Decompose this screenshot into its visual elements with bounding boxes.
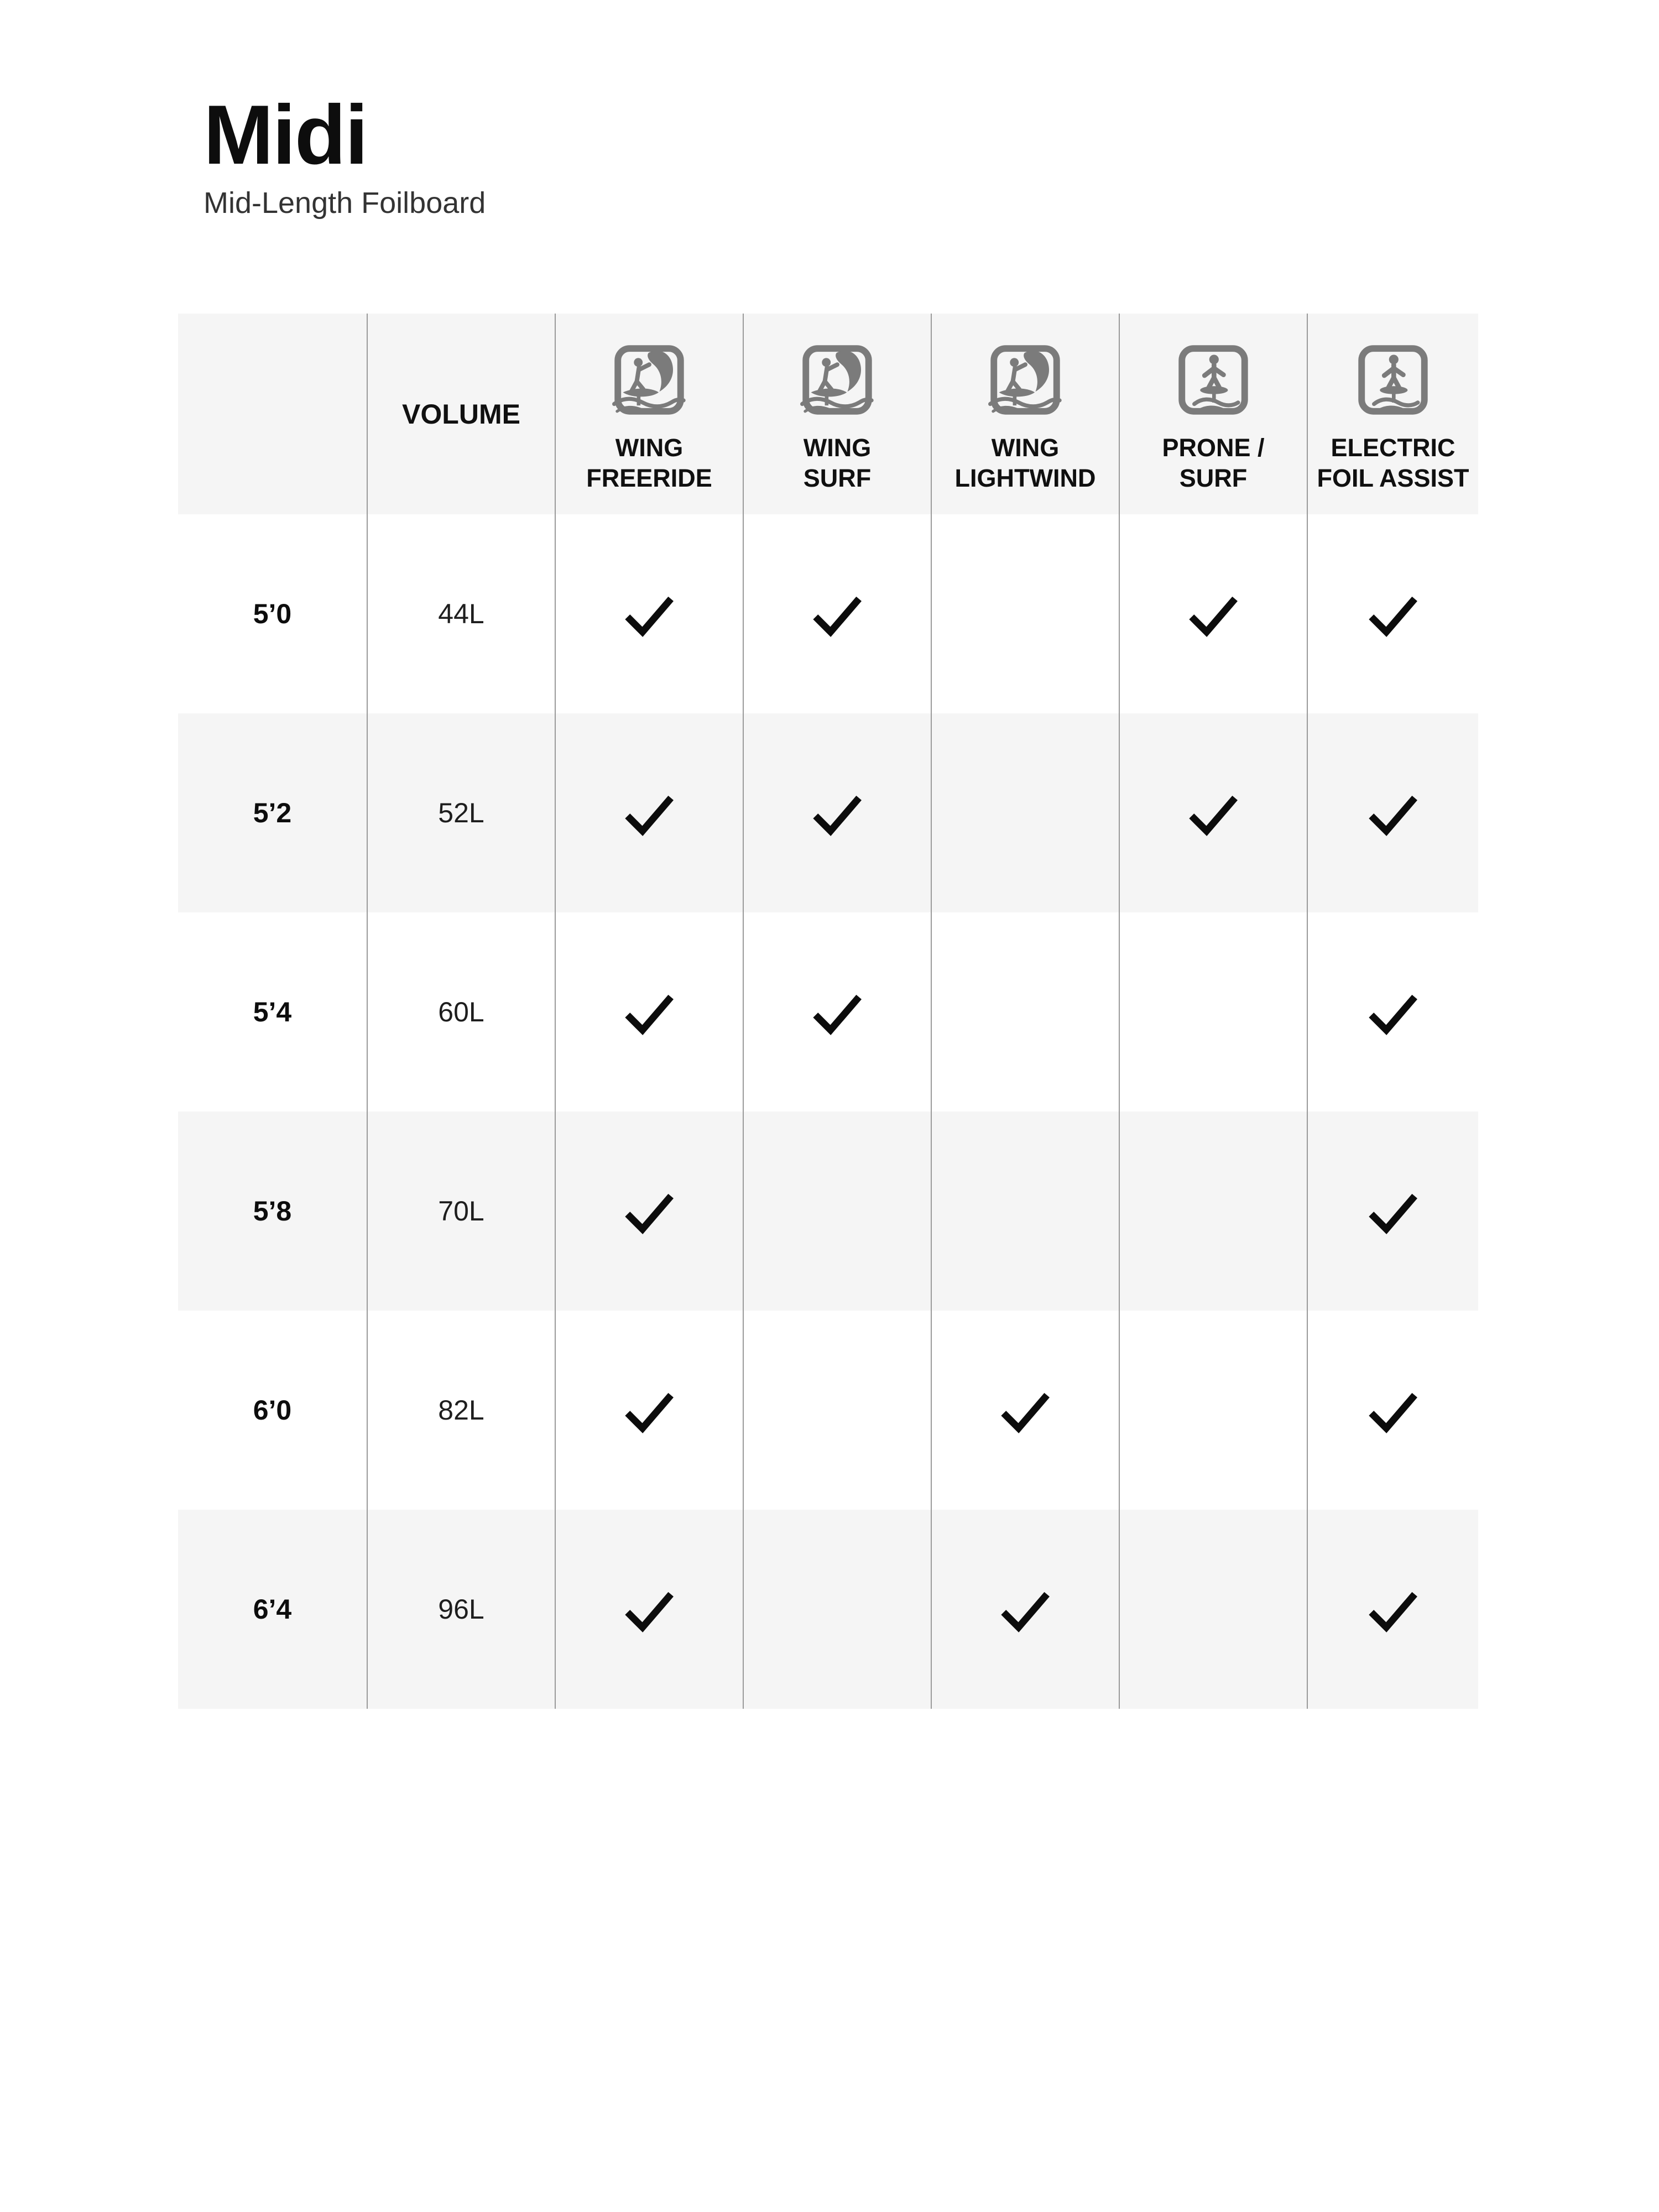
check-cell-electric-foil-assist [1308,1112,1478,1311]
page-title: Midi [204,88,367,182]
empty-cell-wing-lightwind [932,713,1120,912]
check-cell-wing-freeride [556,514,744,713]
wing-rider-icon-box [989,343,1062,416]
volume-cell: 52L [368,713,556,912]
empty-cell-wing-lightwind [932,1112,1120,1311]
check-icon [994,1379,1056,1441]
check-icon [618,1180,680,1242]
check-icon [618,1379,680,1441]
check-cell-wing-freeride [556,912,744,1112]
volume-cell: 82L [368,1311,556,1510]
page-subtitle: Mid-Length Foilboard [204,186,486,220]
volume-header-label: VOLUME [402,398,520,430]
volume-cell: 44L [368,514,556,713]
empty-cell-wing-surf [744,1510,932,1709]
check-icon [1362,583,1424,645]
check-cell-electric-foil-assist [1308,1311,1478,1510]
check-icon [1362,981,1424,1043]
check-icon [1182,583,1244,645]
check-cell-electric-foil-assist [1308,713,1478,912]
empty-cell-prone-surf [1120,1112,1308,1311]
check-icon [1182,782,1244,844]
foil-rider-icon [1357,343,1430,416]
wing-rider-icon-box [801,343,874,416]
check-icon [1362,1180,1424,1242]
column-header-label: WING FREERIDE [586,434,712,492]
check-icon [1362,1379,1424,1441]
check-icon [618,1578,680,1640]
table-row [178,1311,1478,1510]
table-row [178,1510,1478,1709]
check-cell-electric-foil-assist [1308,1510,1478,1709]
empty-cell-prone-surf [1120,912,1308,1112]
volume-cell: 96L [368,1510,556,1709]
wing-rider-icon [989,343,1062,416]
foil-rider-icon [1177,343,1250,416]
check-cell-wing-lightwind [932,1311,1120,1510]
check-cell-wing-freeride [556,1510,744,1709]
table-row [178,713,1478,912]
page-header [204,88,486,220]
wing-rider-icon-box [613,343,686,416]
column-header-label: WING LIGHTWIND [954,434,1096,492]
empty-cell-prone-surf [1120,1510,1308,1709]
column-header-wing-surf [744,314,932,514]
check-cell-prone-surf [1120,514,1308,713]
size-cell: 5’8 [178,1112,368,1311]
check-cell-wing-freeride [556,1311,744,1510]
check-icon [1362,1578,1424,1640]
size-column-header-empty [178,314,368,514]
column-header-prone-surf [1120,314,1308,514]
check-icon [806,981,868,1043]
empty-cell-wing-surf [744,1112,932,1311]
volume-cell: 70L [368,1112,556,1311]
size-cell: 5’4 [178,912,368,1112]
size-cell: 5’2 [178,713,368,912]
wing-rider-icon [613,343,686,416]
table-header-row [178,314,1478,514]
column-header-wing-freeride [556,314,744,514]
size-cell: 5’0 [178,514,368,713]
check-icon [994,1578,1056,1640]
check-cell-wing-surf [744,912,932,1112]
check-cell-wing-surf [744,713,932,912]
volume-column-header [368,314,556,514]
check-cell-wing-freeride [556,1112,744,1311]
empty-cell-wing-surf [744,1311,932,1510]
table-row [178,912,1478,1112]
wing-rider-icon [801,343,874,416]
check-icon [618,981,680,1043]
column-header-label: PRONE / SURF [1162,434,1265,492]
foilboard-spec-table [178,314,1478,1709]
check-cell-prone-surf [1120,713,1308,912]
column-header-label: WING SURF [803,434,872,492]
check-cell-electric-foil-assist [1308,514,1478,713]
empty-cell-prone-surf [1120,1311,1308,1510]
empty-cell-wing-lightwind [932,912,1120,1112]
foil-rider-icon-box [1357,343,1430,416]
size-cell: 6’4 [178,1510,368,1709]
column-header-electric-foil-assist [1308,314,1478,514]
check-cell-wing-surf [744,514,932,713]
foil-rider-icon-box [1177,343,1250,416]
volume-cell: 60L [368,912,556,1112]
empty-cell-wing-lightwind [932,514,1120,713]
column-header-wing-lightwind [932,314,1120,514]
size-cell: 6’0 [178,1311,368,1510]
table-row [178,514,1478,713]
check-cell-wing-lightwind [932,1510,1120,1709]
check-cell-wing-freeride [556,713,744,912]
check-icon [806,782,868,844]
table-row [178,1112,1478,1311]
check-icon [618,782,680,844]
check-icon [618,583,680,645]
check-icon [1362,782,1424,844]
column-header-label: ELECTRIC FOIL ASSIST [1317,434,1469,492]
check-cell-electric-foil-assist [1308,912,1478,1112]
check-icon [806,583,868,645]
